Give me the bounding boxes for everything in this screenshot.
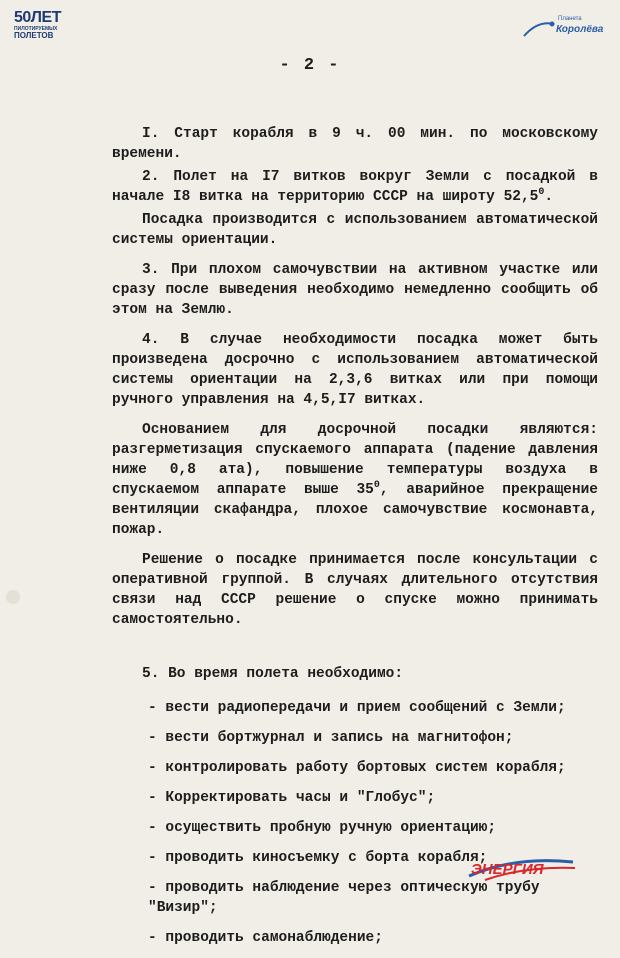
list-item: - вести бортжурнал и запись на магнитофон; [148, 730, 514, 746]
degree-superscript: 0 [538, 187, 545, 199]
paragraph-landing: Посадка производится с использованием автоматической системы ориентации. [112, 212, 598, 248]
anniversary-logo-caption: ПОЛЕТОВ [14, 31, 54, 40]
list-item: - Корректировать часы и "Глобус"; [148, 790, 436, 806]
paragraph-decision: Решение о посадке принимается после консультации с оперативной группой. В случаях длительного отсутствия связи над СССР решение о спуске можно принимать самостоятельно. [112, 552, 598, 628]
paragraph-flight [112, 167, 598, 207]
document-body [112, 124, 598, 958]
korolev-logo-line1: Планета [558, 16, 582, 22]
paragraph-launch: I. Старт корабля в 9 ч. 00 мин. по московскому времени. [112, 126, 598, 162]
anniversary-logo [14, 10, 66, 40]
paragraph-flight-end: . [544, 189, 554, 205]
paragraph-grounds-end: , аварийное прекращение вентиляции скафандра, плохое самочувствие космонавта, пожар. [112, 482, 598, 538]
paragraph-early-landing: 4. В случае необходимости посадка может быть произведена досрочно с использованием автоматической системы ориентации на 2,3,6 витках или при помощи ручного управления на 4,5,I7 витках. [112, 332, 598, 408]
list-item: - осуществить пробную ручную ориентацию; [148, 820, 497, 836]
duties-list [112, 698, 598, 948]
anniversary-logo-number: 50ЛЕТ [14, 9, 61, 26]
korolev-logo-line2: Королёва [556, 24, 604, 35]
energia-logo [465, 852, 577, 884]
paragraph-wellbeing: 3. При плохом самочувствии на активном участке или сразу после выведения необходимо немедленно сообщить об этом на Землю. [112, 262, 598, 318]
anniversary-logo-subtitle: ПИЛОТИРУЕМЫХ [14, 26, 58, 32]
list-item: - проводить киносъемку с борта корабля; [148, 850, 488, 866]
paragraph-duties-heading: 5. Во время полета необходимо: [142, 666, 404, 682]
list-item: - проводить самонаблюдение; [148, 930, 383, 946]
list-item: - проводить наблюдение через оптическую трубу "Визир"; [148, 880, 540, 916]
paragraph-grounds-text: Основанием для досрочной посадки являются: разгерметизация спускаемого аппарата (падение давления ниже 0,8 ата), повышение температуры воздуха в спускаемом аппарате выше 35 [112, 422, 598, 498]
page-number: - 2 - [279, 56, 341, 75]
energia-logo-text: ЭНЕРГИЯ [471, 861, 544, 878]
korolev-logo [522, 16, 602, 42]
orbit-icon [522, 18, 556, 40]
paragraph-grounds [112, 420, 598, 540]
list-item: - контролировать работу бортовых систем корабля; [148, 760, 566, 776]
list-item: - вести радиопередачи и прием сообщений с Земли; [148, 700, 566, 716]
degree-superscript: 0 [373, 480, 380, 492]
paragraph-flight-text: 2. Полет на I7 витков вокруг Земли с посадкой в начале I8 витка на территорию СССР на широту 52,5 [112, 169, 598, 205]
punch-hole-mark [6, 590, 20, 604]
